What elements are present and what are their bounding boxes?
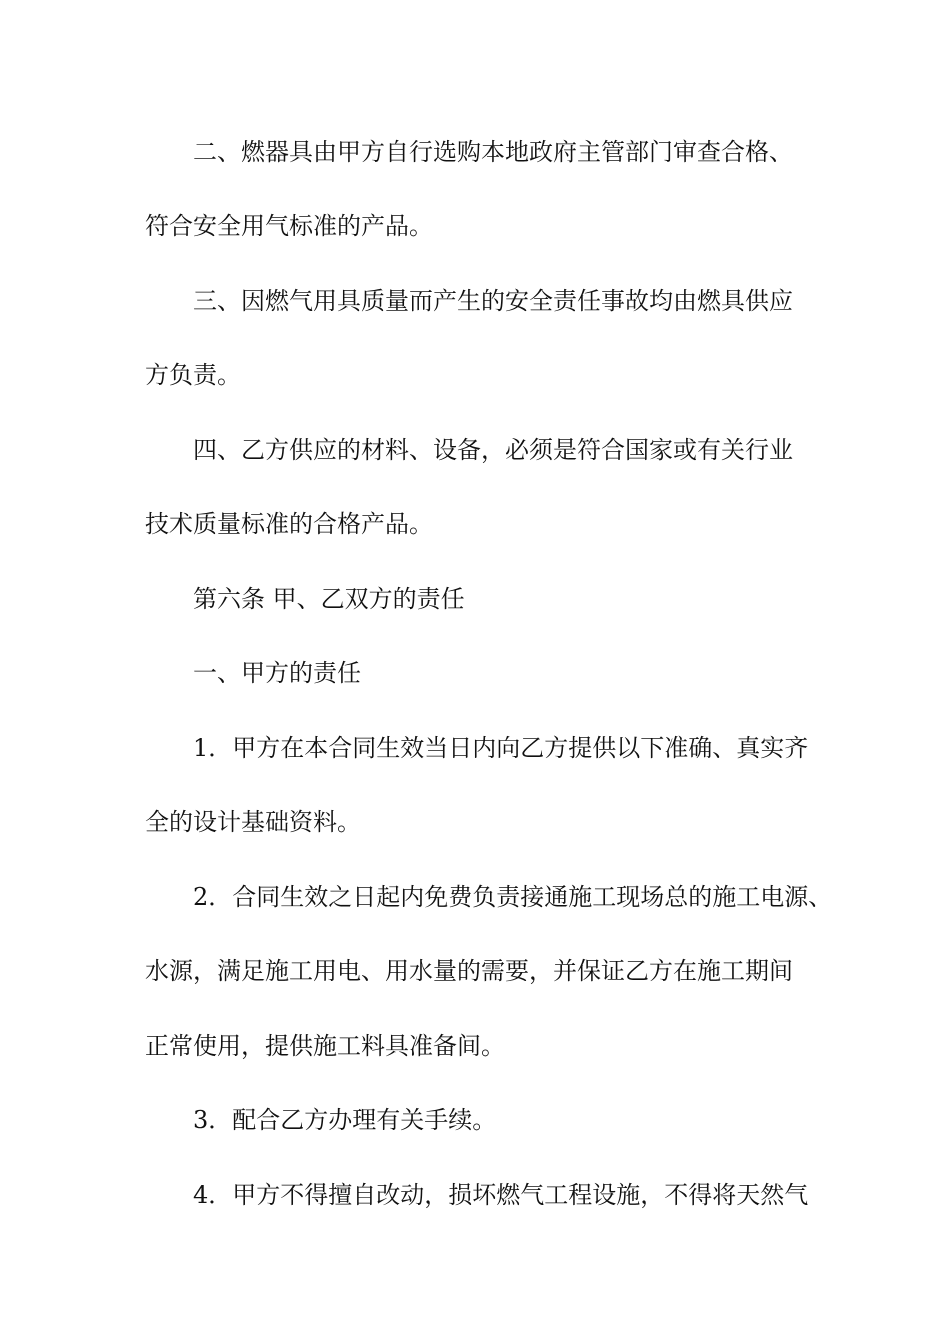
- clause-4-line-1: 四、乙方供应的材料、设备，必须是符合国家或有关行业: [193, 436, 793, 464]
- article-6-heading: 第六条 甲、乙双方的责任: [193, 585, 465, 613]
- party-a-heading: 一、甲方的责任: [193, 659, 361, 687]
- clause-3-line-1: 三、因燃气用具质量而产生的安全责任事故均由燃具供应: [193, 287, 793, 315]
- clause-4-line-2: 技术质量标准的合格产品。: [145, 510, 433, 538]
- item-4-line-1: 4．甲方不得擅自改动，损坏燃气工程设施，不得将天然气: [193, 1181, 809, 1209]
- clause-2-line-1: 二、燃器具由甲方自行选购本地政府主管部门审查合格、: [193, 138, 793, 166]
- item-2-line-2: 水源，满足施工用电、用水量的需要，并保证乙方在施工期间: [145, 957, 793, 985]
- item-1-line-2: 全的设计基础资料。: [145, 808, 361, 836]
- item-3-line-1: 3．配合乙方办理有关手续。: [193, 1106, 497, 1134]
- clause-2-line-2: 符合安全用气标准的产品。: [145, 212, 433, 240]
- clause-3-line-2: 方负责。: [145, 361, 241, 389]
- item-2-line-3: 正常使用，提供施工料具准备间。: [145, 1032, 505, 1060]
- item-2-line-1: 2．合同生效之日起内免费负责接通施工现场总的施工电源、: [193, 883, 833, 911]
- item-1-line-1: 1．甲方在本合同生效当日内向乙方提供以下准确、真实齐: [193, 734, 809, 762]
